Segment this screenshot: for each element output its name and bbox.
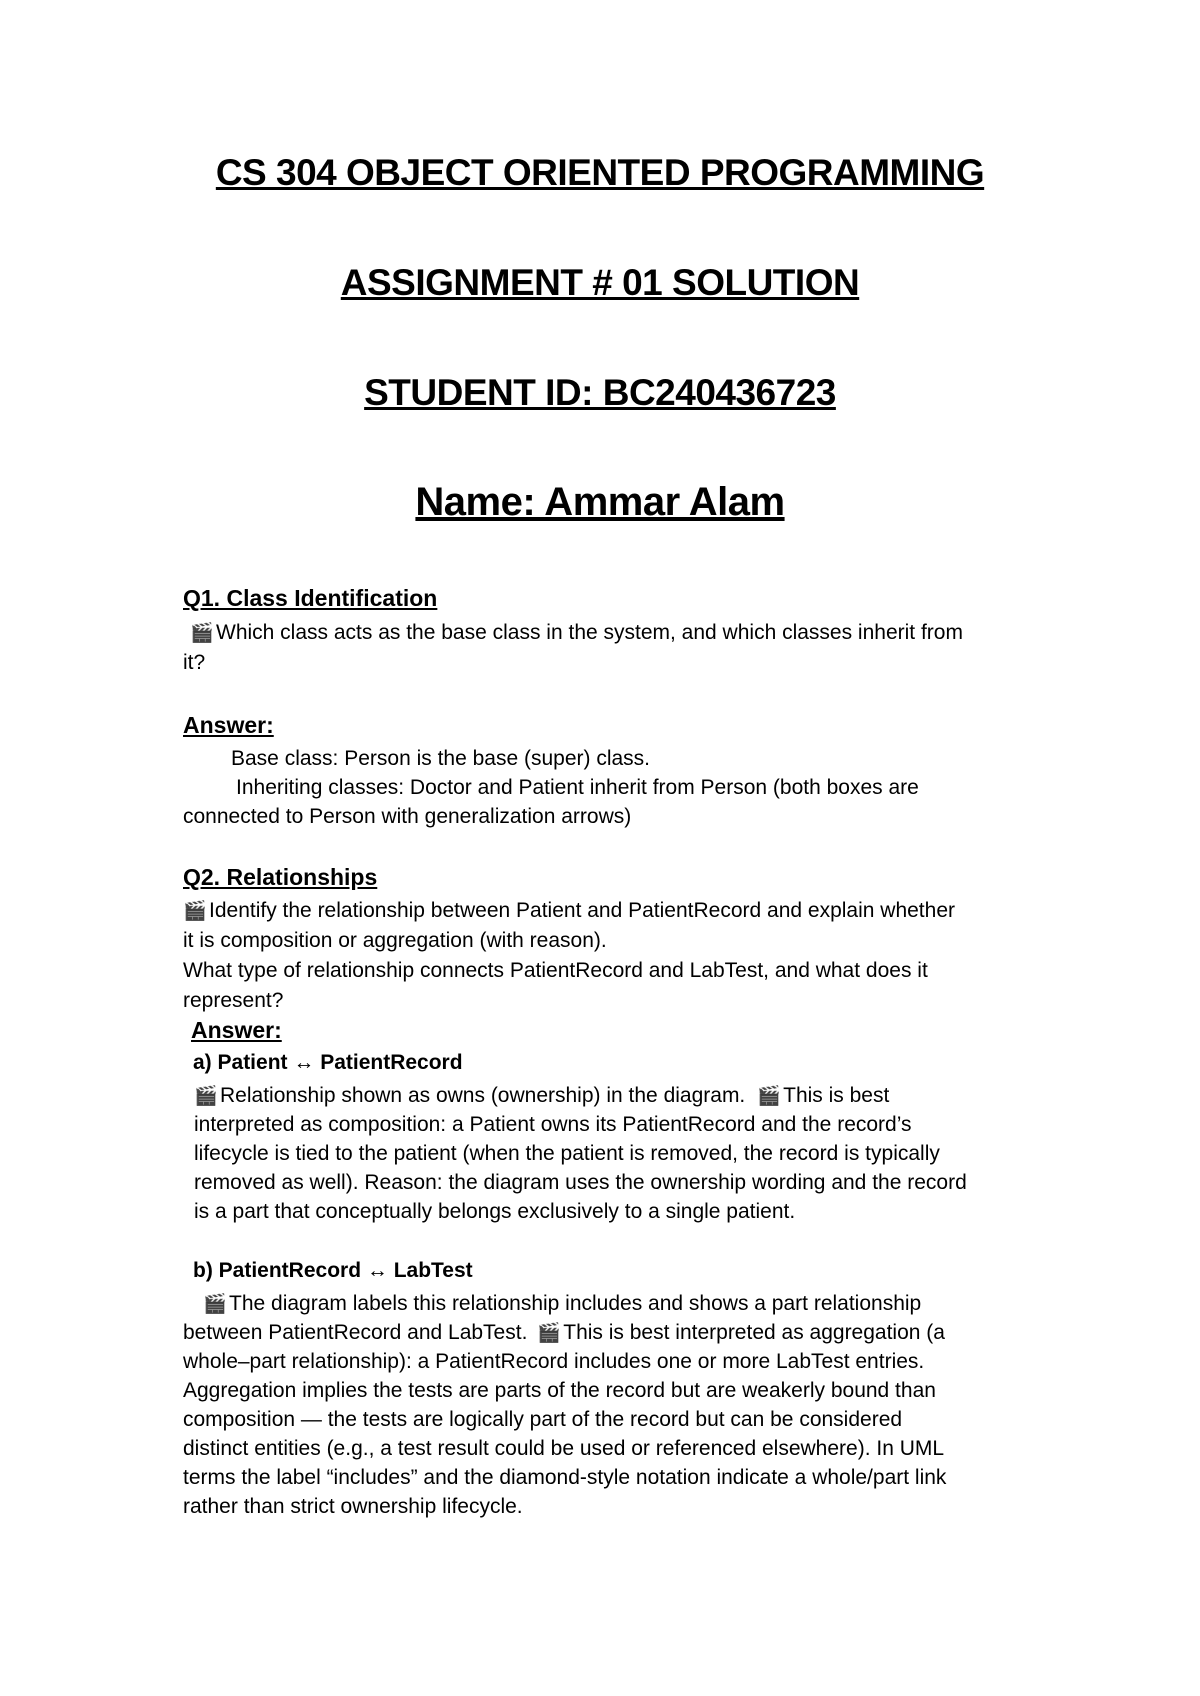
q1-answer-line: Base class: Person is the base (super) class. — [231, 747, 651, 770]
q1-answer-line: connected to Person with generalization arrows) — [183, 805, 632, 828]
part-b-line: 🎬 The diagram labels this relationship includes and shows a part relationship — [203, 1289, 921, 1319]
part-a-title: a) Patient ↔ PatientRecord — [193, 1051, 463, 1074]
course-title: CS 304 OBJECT ORIENTED PROGRAMMING — [215, 152, 985, 193]
q2-question-line: What type of relationship connects PatientRecord and LabTest, and what does it — [183, 959, 928, 982]
part-b-line: composition — the tests are logically part of the record but can be considered — [183, 1408, 903, 1431]
part-b-line: terms the label “includes” and the diamond-style notation indicate a whole/part link — [183, 1466, 947, 1489]
q1-question-line: 🎬 Which class acts as the base class in the system, and which classes inherit from — [190, 618, 963, 648]
clapperboard-icon: 🎬 — [203, 1294, 227, 1315]
part-b-line: rather than strict ownership lifecycle. — [183, 1495, 523, 1518]
part-b-line: Aggregation implies the tests are parts of the record but are weakerly bound than — [183, 1379, 936, 1402]
student-name: Name: Ammar Alam — [415, 480, 785, 524]
q2-question-line: it is composition or aggregation (with reason). — [183, 929, 607, 952]
clapperboard-icon: 🎬 — [183, 901, 207, 922]
q2-heading: Q2. Relationships — [183, 864, 378, 890]
clapperboard-icon: 🎬 — [757, 1086, 781, 1107]
clapperboard-icon: 🎬 — [194, 1086, 218, 1107]
q1-heading: Q1. Class Identification — [183, 585, 438, 611]
part-a-line: is a part that conceptually belongs exclusively to a single patient. — [194, 1200, 796, 1223]
part-a-line: 🎬 Relationship shown as owns (ownership) in the diagram. 🎬 This is best — [194, 1081, 889, 1111]
part-a-line: lifecycle is tied to the patient (when the patient is removed, the record is typically — [194, 1142, 940, 1165]
q1-question-line: it? — [183, 651, 206, 674]
clapperboard-icon: 🎬 — [190, 623, 214, 644]
assignment-title: ASSIGNMENT # 01 SOLUTION — [340, 262, 860, 303]
part-b-title: b) PatientRecord ↔ LabTest — [193, 1259, 473, 1282]
part-b-line: between PatientRecord and LabTest. 🎬 This is best interpreted as aggregation (a — [183, 1318, 945, 1348]
q2-question-line: represent? — [183, 989, 284, 1012]
q2-question-line: 🎬 Identify the relationship between Patient and PatientRecord and explain whether — [183, 896, 955, 926]
q1-answer-line: Inheriting classes: Doctor and Patient inherit from Person (both boxes are — [236, 776, 919, 799]
q2-answer-label: Answer: — [191, 1017, 282, 1043]
part-b-line: whole–part relationship): a PatientRecord includes one or more LabTest entries. — [183, 1350, 925, 1373]
q1-answer-label: Answer: — [183, 712, 274, 738]
part-b-line: distinct entities (e.g., a test result could be used or referenced elsewhere). In UML — [183, 1437, 945, 1460]
part-a-line: interpreted as composition: a Patient owns its PatientRecord and the record’s — [194, 1113, 912, 1136]
part-a-line: removed as well). Reason: the diagram uses the ownership wording and the record — [194, 1171, 967, 1194]
student-id: STUDENT ID: BC240436723 — [364, 372, 836, 413]
clapperboard-icon: 🎬 — [537, 1323, 561, 1344]
